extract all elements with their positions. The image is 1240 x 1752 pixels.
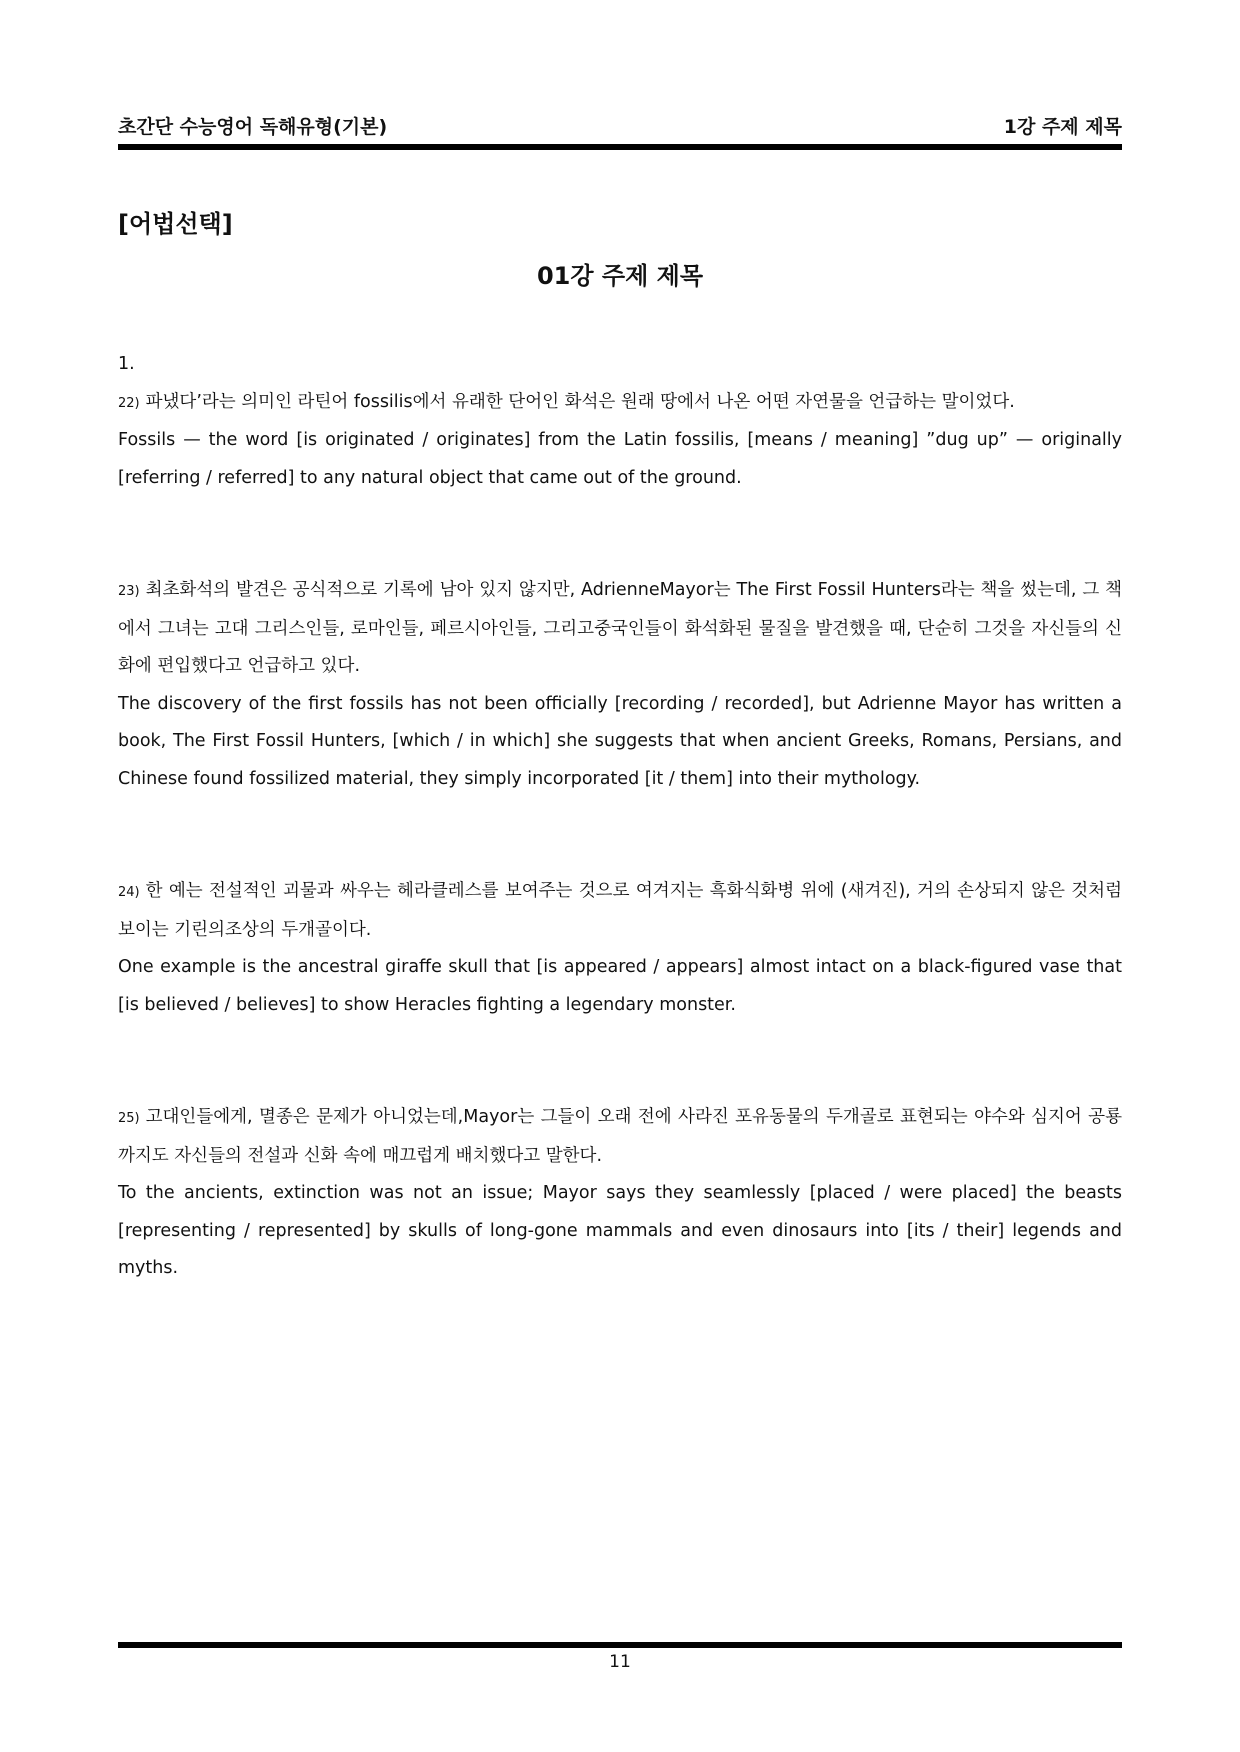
korean-text: 최초화석의 발견은 공식적으로 기록에 남아 있지 않지만, AdrienneMayor는 The First Fossil Hunters라는 책을 썼는데, 그 책에서 그녀는 고대 그리스인들, 로마인들, 페르시아인들, 그리고중국인들이 화석화된 물질을 발견했을 때, 단순히 그것을 자신들의 신화에 편입했다고 언급하고 있다. bbox=[118, 580, 1122, 676]
question-number: 1. bbox=[118, 354, 135, 374]
korean-sentence bbox=[118, 1099, 1122, 1175]
exercise-item-24 bbox=[118, 873, 1122, 1024]
page-number: 11 bbox=[609, 1652, 631, 1672]
section-label: [어법선택] bbox=[118, 210, 233, 238]
korean-text: 파냈다’라는 의미인 라틴어 fossilis에서 유래한 단어인 화석은 원래 땅에서 나온 어떤 자연물을 언급하는 말이었다. bbox=[145, 391, 1015, 412]
exercise-item-23 bbox=[118, 572, 1122, 798]
header-book-title: 초간단 수능영어 독해유형(기본) bbox=[118, 116, 388, 138]
korean-sentence bbox=[118, 572, 1122, 686]
lesson-title: 01강 주제 제목 bbox=[536, 262, 704, 290]
exercise-item-22 bbox=[118, 384, 1122, 498]
english-sentence: The discovery of the first fossils has not been officially [recording / recorded], but Adrienne Mayor has written a book, The First Fossil Hunters, [which / in which] she suggests that when ancient Greeks, Romans, Persians, and Chinese found fossilized material, they simply incorporated [it / them] into their mythology. bbox=[118, 693, 1122, 789]
english-sentence: One example is the ancestral giraffe skull that [is appeared / appears] almost intact on a black-figured vase that [is believed / believes] to show Heracles fighting a legendary monster. bbox=[118, 957, 1122, 1015]
exercise-item-25 bbox=[118, 1099, 1122, 1288]
korean-text: 한 예는 전설적인 괴물과 싸우는 헤라클레스를 보여주는 것으로 여겨지는 흑화식화병 위에 (새겨진), 거의 손상되지 않은 것처럼 보이는 기린의조상의 두개골이다. bbox=[118, 881, 1122, 940]
english-sentence: To the ancients, extinction was not an issue; Mayor says they seamlessly [placed / were placed] the beasts [representing / represented] by skulls of long-gone mammals and even dinosaurs into [its / their] legends and myths. bbox=[118, 1183, 1122, 1278]
item-number: 22) bbox=[118, 395, 140, 411]
english-sentence: Fossils — the word [is originated / originates] from the Latin fossilis, [means / meaning] ”dug up” — originally [referring / referred] to any natural object that came out of the ground. bbox=[118, 430, 1122, 488]
korean-text: 고대인들에게, 멸종은 문제가 아니었는데,Mayor는 그들이 오래 전에 사라진 포유동물의 두개골로 표현되는 야수와 심지어 공룡까지도 자신들의 전설과 신화 속에 매끄럽게 배치했다고 말한다. bbox=[118, 1107, 1122, 1166]
footer-divider bbox=[118, 1642, 1122, 1648]
item-number: 24) bbox=[118, 885, 140, 900]
header-divider bbox=[118, 144, 1122, 150]
korean-sentence bbox=[118, 384, 1122, 423]
item-number: 23) bbox=[118, 584, 140, 599]
korean-sentence bbox=[118, 873, 1122, 949]
item-number: 25) bbox=[118, 1111, 140, 1126]
header-chapter-title: 1강 주제 제목 bbox=[1003, 116, 1122, 138]
page-header bbox=[118, 112, 1122, 139]
exercise-content bbox=[118, 346, 1122, 1363]
